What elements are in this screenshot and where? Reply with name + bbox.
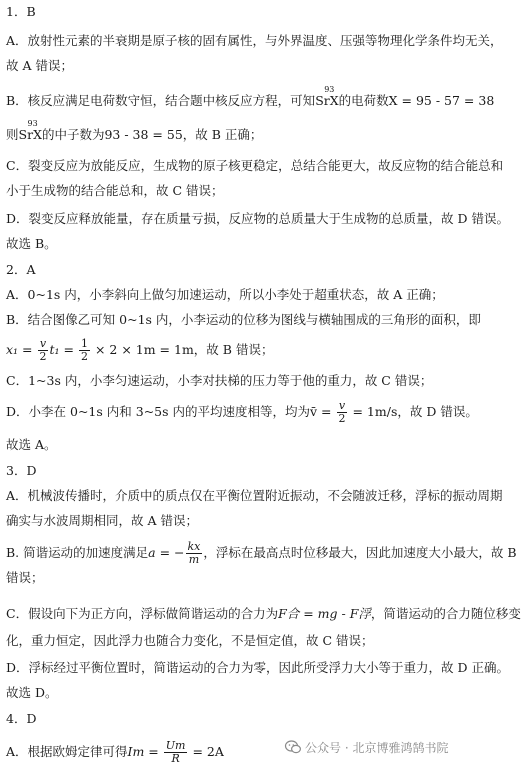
answer-1-option-a: A．放射性元素的半衰期是原子核的固有属性，与外界温度、压强等物理化学条件均无关，: [6, 33, 503, 48]
fraction-1-over-2: [79, 338, 90, 363]
answer-2-heading: 2．A: [6, 262, 36, 277]
text-segment: × 2 × 1m = 1m，故 B 错误；: [94, 342, 274, 357]
formula-a: a = −: [148, 545, 185, 560]
answer-2-option-a: A．0~1s 内，小李斜向上做匀加速运动，所以小李处于超重状态，故 A 正确；: [6, 287, 444, 302]
answer-3-option-a: A．机械波传播时，介质中的质点仅在平衡位置附近振动，不会随波迁移，浮标的振动周期: [6, 488, 503, 503]
answer-1-option-c-cont: 小于生成物的结合能总和，故 C 错误；: [6, 183, 224, 198]
denominator: R: [171, 752, 180, 765]
numerator: kx: [187, 540, 201, 553]
formula-x1: x₁ =: [6, 342, 33, 357]
nuclide-x: X: [33, 127, 42, 142]
numerator: Um: [165, 739, 186, 752]
answer-1-option-a-cont: 故 A 错误；: [6, 58, 73, 73]
fraction-um-over-r: [164, 740, 188, 765]
answer-3-option-c-cont: 化，重力恒定，因此浮力也随合力变化，不是恒定值，故 C 错误；: [6, 633, 374, 648]
text-segment: = 1m/s，故 D 错误。: [352, 404, 478, 419]
denominator: 2: [80, 350, 88, 363]
answer-4-heading: 4．D: [6, 711, 37, 726]
answer-3-option-b-cont: 错误；: [6, 570, 44, 585]
text-segment: 的电荷数X = 95 - 57 = 38: [338, 93, 495, 108]
text-segment: 的中子数为93 - 38 = 55，故 B 正确；: [41, 127, 263, 142]
answer-3-option-d: D．浮标经过平衡位置时，简谐运动的合力为零，因此所受浮力大小等于重力，故 D 正确。: [6, 660, 509, 675]
denominator: 2: [338, 412, 346, 425]
denominator: 2: [39, 350, 47, 363]
text-segment: ，简谐运动的合力随位移变: [370, 606, 521, 621]
text-segment: D．小李在 0~1s 内和 3~5s 内的平均速度相等，均为v̄ =: [6, 404, 332, 419]
numerator: 1: [80, 337, 88, 350]
answer-3-conclusion: 故选 D。: [6, 685, 58, 700]
formula-t1: t₁ =: [49, 342, 74, 357]
text-segment: = 2A: [192, 744, 224, 759]
nuclide-sr: Sr: [18, 127, 34, 142]
nuclide-sr: Sr: [315, 93, 330, 108]
answer-1-option-b-cont: [6, 119, 477, 143]
answer-3-option-a-cont: 确实与水波周期相同，故 A 错误；: [6, 513, 198, 528]
text-segment: ，浮标在最高点时位移最大，因此加速度大小最大，故 B: [203, 545, 517, 560]
text-segment: 则: [6, 127, 19, 142]
fraction-v-over-2: [38, 338, 49, 363]
answer-2-option-b-formula: [6, 338, 477, 363]
nuclide-x: X: [329, 93, 339, 108]
answer-3-heading: 3．D: [6, 463, 37, 478]
fraction-kx-over-m: [186, 541, 203, 566]
answer-2-option-d: [6, 400, 477, 425]
fraction-v-over-2: [337, 400, 348, 425]
text-segment: B. 简谐运动的加速度满足: [6, 545, 149, 560]
answer-1-option-c: C．裂变反应为放能反应，生成物的原子核更稳定，总结合能更大，故反应物的结合能总和: [6, 158, 504, 173]
text-segment: C．假设向下为正方向，浮标做简谐运动的合力为: [6, 606, 279, 621]
answer-3-option-c: [6, 606, 521, 622]
answer-1-conclusion: 故选 B。: [6, 236, 57, 251]
numerator: v: [39, 337, 47, 350]
nuclide-symbol: [18, 119, 42, 142]
mass-number: 93: [324, 85, 335, 94]
answer-2-conclusion: 故选 A。: [6, 437, 57, 452]
formula-net-force: F合 = mg - F浮: [278, 606, 371, 621]
answer-1-heading: 1．B: [6, 4, 36, 19]
text-segment: A．根据欧姆定律可得: [6, 744, 128, 759]
mass-number: 93: [27, 119, 38, 128]
answer-1-option-d: D．裂变反应释放能量，存在质量亏损，反应物的总质量大于生成物的总质量，故 D 错误。: [6, 211, 509, 226]
numerator: v: [338, 399, 346, 412]
answer-1-option-b: [6, 85, 495, 109]
answer-2-option-c: C．1~3s 内，小李匀速运动，小李对扶梯的压力等于他的重力，故 C 错误；: [6, 373, 433, 388]
nuclide-symbol: [315, 85, 339, 108]
wechat-icon: [285, 740, 301, 754]
text-segment: B．核反应满足电荷数守恒，结合题中核反应方程，可知: [6, 93, 316, 108]
watermark-text: 公众号 · 北京博雅鸿鹄书院: [305, 740, 449, 755]
formula-im: Im =: [127, 744, 159, 759]
wechat-watermark: [285, 737, 448, 757]
answer-2-option-b: B．结合图像乙可知 0~1s 内，小李运动的位移为图线与横轴围成的三角形的面积，即: [6, 312, 481, 327]
answer-3-option-b: [6, 540, 517, 566]
denominator: m: [188, 553, 200, 566]
